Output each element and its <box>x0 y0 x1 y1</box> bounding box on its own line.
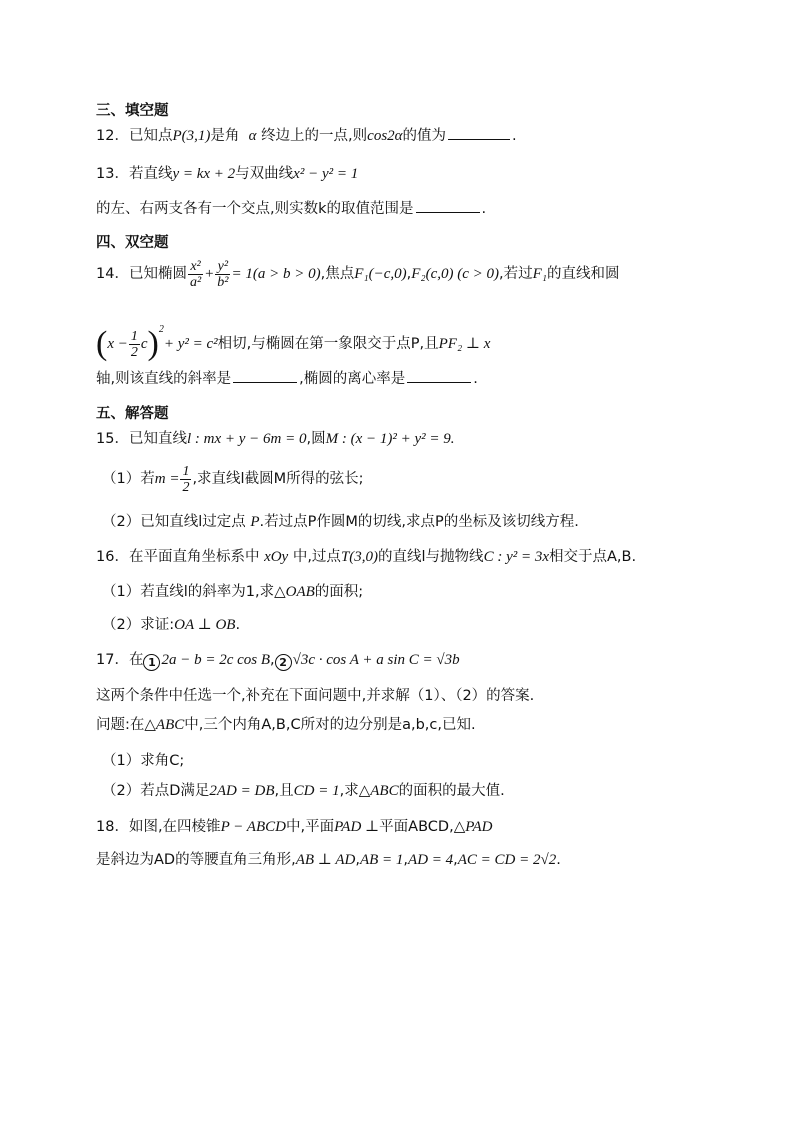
question-13-cont <box>96 199 486 219</box>
question-16-part1 <box>102 582 363 602</box>
q17c-text: 问题:在 <box>96 717 145 733</box>
q12-text-4: 的值为 <box>402 128 447 144</box>
question-15-part1 <box>102 462 364 496</box>
q15b-math-p: P <box>250 514 260 530</box>
q14-text-4: 的直线和圆 <box>547 266 620 282</box>
q14-math-c: c <box>140 336 148 352</box>
circled-one-icon: 1 <box>143 654 160 671</box>
q18b-math-perp: AB ⊥ AD <box>295 852 356 868</box>
question-14-cont <box>96 310 490 364</box>
question-16-part2 <box>102 615 240 635</box>
q15a-math-m: m = <box>154 471 180 487</box>
q12-text: 12．已知点 <box>96 128 173 144</box>
q16b-math-perp: OA ⊥ OB <box>174 617 236 633</box>
q14-math-circle: + y² = c² <box>163 336 218 352</box>
question-14-cont-2 <box>96 369 478 389</box>
q17-math-cond2: √3c · cos A + a sin C = √3b <box>292 652 460 668</box>
q17e-text: （2）若点D满足 <box>102 783 210 799</box>
q14-fraction-x: $\frac{\text{x²}}{\text{a²}}$ <box>189 258 202 290</box>
q16a-text-2: 的面积; <box>314 584 364 600</box>
q14-fraction-y: $\frac{\text{y²}}{\text{b²}}$ <box>217 258 229 290</box>
q18b-math-ab: AB = 1 <box>359 852 404 868</box>
q17c-math-triangle: △ABC <box>144 717 185 733</box>
q13-math-line: y = kx + 2 <box>172 166 236 182</box>
q12-text-2: 是角 <box>210 128 240 144</box>
q14-plus: + <box>204 266 215 282</box>
answer-blank <box>416 211 480 213</box>
q14-math-x: x − <box>107 336 128 352</box>
q14-text-7: ,椭圆的离心率是 <box>299 371 406 387</box>
answer-blank <box>233 381 297 383</box>
q12-text-3: 终边上的一点,则 <box>261 128 368 144</box>
q14-math-perp: PF₂ ⊥ x <box>438 336 491 352</box>
q13-text: 13．若直线 <box>96 166 173 182</box>
q15b-text-2: .若过点P作圆M的切线,求点P的坐标及该切线方程. <box>259 514 579 530</box>
q16-text-4: 相交于点A,B. <box>549 549 637 565</box>
question-18-cont <box>96 850 561 870</box>
q18-text-3: 平面ABCD, <box>379 819 454 835</box>
q12-math-cos: cos2α <box>367 128 403 144</box>
q13-math-hyperbola: x² − y² = 1 <box>293 166 359 182</box>
q15b-text: （2）已知直线l过定点 <box>102 514 246 530</box>
q13-end: . <box>481 201 487 217</box>
section-heading-fill-blank: 三、填空题 <box>96 103 169 119</box>
q15-text-2: ,圆 <box>306 431 326 447</box>
q14-right-paren: ) <box>147 325 159 362</box>
q18b-end: . <box>556 852 561 868</box>
section-heading-double-blank: 四、双空题 <box>96 235 169 251</box>
question-18 <box>96 817 492 837</box>
question-17 <box>96 650 460 671</box>
q18b-comma-1: , <box>355 852 360 868</box>
q14-square: 2 <box>158 324 164 335</box>
q16b-end: . <box>235 617 241 633</box>
q16-text: 16．在平面直角坐标系中 <box>96 549 260 565</box>
q14-text-3: ,若过 <box>499 266 533 282</box>
q18-text: 18．如图,在四棱锥 <box>96 819 221 835</box>
question-17-cont: 这两个条件中任选一个,补充在下面问题中,并求解（1）、（2）的答案. <box>96 688 535 704</box>
q16-text-2: 中,过点 <box>292 549 341 565</box>
q18b-comma-2: , <box>403 852 409 868</box>
q13-text-3: 的左、右两支各有一个交点,则实数k的取值范围是 <box>96 201 414 217</box>
q17e-math-cd: CD = 1 <box>293 783 340 799</box>
q16-math-t: T(3,0) <box>340 549 379 565</box>
q16b-text: （2）求证: <box>102 617 175 633</box>
q15-text: 15．已知直线 <box>96 431 187 447</box>
q17e-math-triangle: △ABC <box>358 783 399 799</box>
q17-comma: , <box>270 652 275 668</box>
q18b-math-ad: AD = 4 <box>408 852 454 868</box>
q18b-math-ac-cd: AC = CD = 2√2 <box>457 852 557 868</box>
q14-left-paren: ( <box>96 325 108 362</box>
q18b-comma-3: , <box>453 852 458 868</box>
question-17-part2 <box>102 781 505 801</box>
answer-blank <box>407 381 471 383</box>
q17e-math-vector: 2AD = DB <box>209 783 275 799</box>
q17e-text-2: ,且 <box>274 783 294 799</box>
q14-math-f2: F₂(c,0) (c > 0) <box>411 266 500 282</box>
q14-end: . <box>473 371 478 387</box>
q14-math-f1b: F₁ <box>532 266 548 282</box>
q12-end: . <box>512 128 517 144</box>
q18-math-pyramid: P − ABCD <box>220 819 286 835</box>
q16-math-parabola: C : y² = 3x <box>483 549 549 565</box>
circled-two-icon: 2 <box>275 654 292 671</box>
question-13 <box>96 164 358 184</box>
q14-math-f1: F₁(−c,0) <box>354 266 407 282</box>
question-12 <box>96 126 517 146</box>
q16-text-3: 的直线l与抛物线 <box>378 549 484 565</box>
q15a-text-2: ,求直线l截圆M所得的弦长; <box>192 471 364 487</box>
q16a-math-triangle: △OAB <box>274 584 315 600</box>
q15a-text: （1）若 <box>102 471 155 487</box>
q17c-text-2: 中,三个内角A,B,C所对的边分别是a,b,c,已知. <box>184 717 476 733</box>
q14-text: 14．已知椭圆 <box>96 266 187 282</box>
q17e-text-3: ,求 <box>339 783 359 799</box>
q12-math-alpha: α <box>248 128 257 144</box>
q18-math-plane: PAD ⊥ <box>334 819 380 835</box>
question-14 <box>96 258 620 290</box>
q14-text-5: 相切,与椭圆在第一象限交于点P,且 <box>217 336 439 352</box>
q15-math-circle: M : (x − 1)² + y² = 9. <box>325 431 455 447</box>
q16-math-xoy: xOy <box>264 549 289 565</box>
question-17-part1: （1）求角C; <box>102 753 185 769</box>
q14-text-2: ,焦点 <box>320 266 355 282</box>
q13-text-2: 与双曲线 <box>235 166 294 182</box>
question-17-problem <box>96 715 476 735</box>
q18-math-triangle: △PAD <box>453 819 493 835</box>
question-15-part2 <box>102 512 579 532</box>
q15a-fraction-half: $\frac{1}{2}$ <box>182 463 190 495</box>
answer-blank <box>448 138 510 140</box>
q18b-text: 是斜边为AD的等腰直角三角形, <box>96 852 296 868</box>
q14-math-ellipse: = 1(a > b > 0) <box>231 266 321 282</box>
q16a-text: （1）若直线l的斜率为1,求 <box>102 584 275 600</box>
q15-math-line: l : mx + y − 6m = 0 <box>186 431 307 447</box>
question-15 <box>96 429 454 449</box>
q14-text-6: 轴,则该直线的斜率是 <box>96 371 232 387</box>
q17e-text-4: 的面积的最大值. <box>398 783 505 799</box>
q18-text-2: 中,平面 <box>285 819 335 835</box>
section-heading-solutions: 五、解答题 <box>96 406 169 422</box>
q17-text: 17．在 <box>96 652 144 668</box>
q14-fraction-half: $\frac{1}{2}$ <box>130 328 138 360</box>
q12-math-point: P(3,1) <box>172 128 211 144</box>
q14-comma: , <box>406 266 412 282</box>
q17-math-cond1: 2a − b = 2c cos B <box>161 652 271 668</box>
question-16 <box>96 547 636 567</box>
